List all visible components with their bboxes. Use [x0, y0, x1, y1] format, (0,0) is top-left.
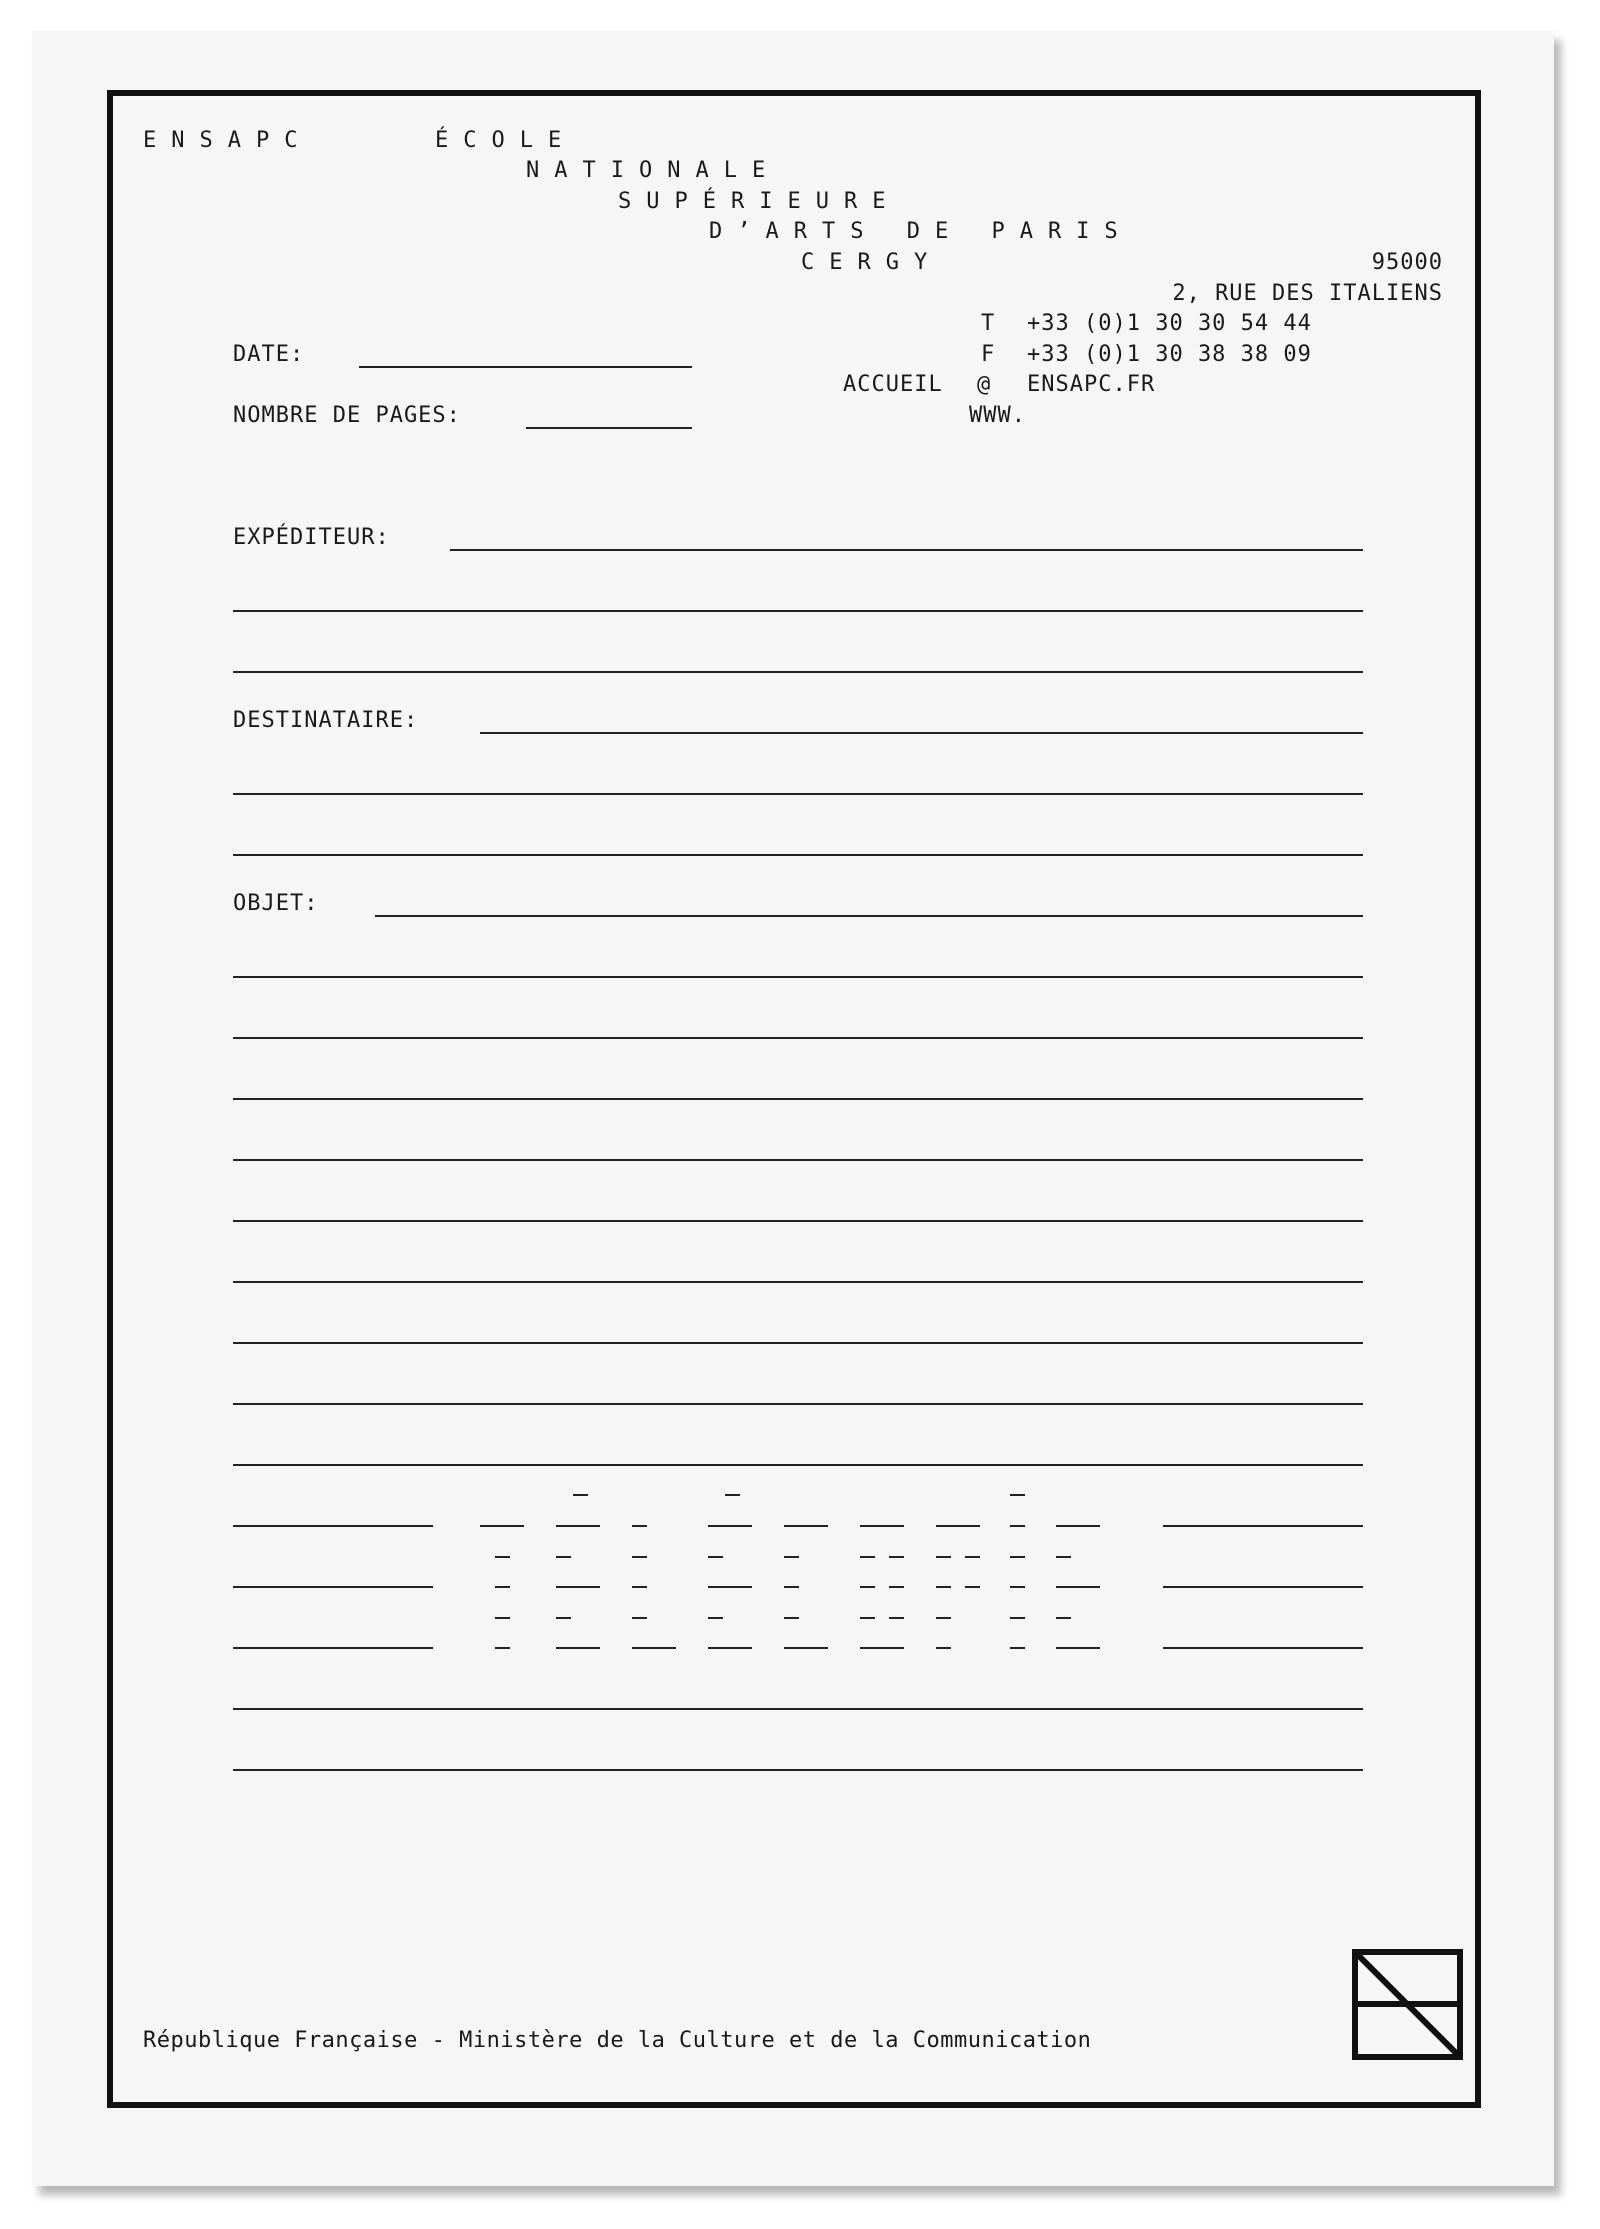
address-street: 2, RUE DES ITALIENS [1172, 281, 1443, 306]
date-label: DATE: [233, 342, 305, 367]
phone-number: +33 (0)1 30 30 54 44 [1027, 311, 1312, 336]
body-line-right-segment[interactable] [1163, 1586, 1363, 1588]
recipient-label: DESTINATAIRE: [233, 708, 419, 733]
footer-ministry-text: République Française - Ministère de la Culture et de la Communication [143, 2028, 1092, 2053]
fax-number: +33 (0)1 30 38 38 09 [1027, 342, 1312, 367]
school-name-line-4: D’ARTS DE PARIS [709, 219, 1133, 244]
date-field-line[interactable] [359, 366, 692, 368]
sender-line-1[interactable] [450, 549, 1363, 551]
body-line-left-segment[interactable] [233, 1525, 433, 1527]
body-line[interactable] [233, 1098, 1363, 1100]
subject-line-1[interactable] [375, 915, 1363, 917]
phone-label: T [981, 311, 996, 336]
school-name-line-1: ÉCOLE [435, 128, 577, 153]
body-line-left-segment[interactable] [233, 1586, 433, 1588]
sender-label: EXPÉDITEUR: [233, 525, 390, 550]
body-line[interactable] [233, 1464, 1363, 1466]
email-user: ACCUEIL [843, 372, 943, 397]
email-domain: ENSAPC.FR [1027, 372, 1156, 397]
body-line-left-segment[interactable] [233, 1647, 433, 1649]
body-line[interactable] [233, 976, 1363, 978]
fax-label: F [981, 342, 996, 367]
body-line[interactable] [233, 1281, 1363, 1283]
body-line[interactable] [233, 1220, 1363, 1222]
pages-field-line[interactable] [526, 427, 692, 429]
document-frame [107, 90, 1481, 2108]
address-postcode: 95000 [1371, 250, 1443, 275]
recipient-line-2[interactable] [233, 793, 1363, 795]
body-line[interactable] [233, 1159, 1363, 1161]
website: WWW. [969, 403, 1026, 428]
body-line[interactable] [233, 1769, 1363, 1771]
school-name-line-3: SUPÉRIEURE [618, 189, 901, 214]
body-line-right-segment[interactable] [1163, 1647, 1363, 1649]
letterhead-sheet [32, 31, 1554, 2186]
sender-line-3[interactable] [233, 671, 1363, 673]
body-line[interactable] [233, 1403, 1363, 1405]
school-acronym: ENSAPC [143, 128, 313, 153]
body-line-right-segment[interactable] [1163, 1525, 1363, 1527]
body-line[interactable] [233, 1037, 1363, 1039]
email-at: @ [977, 372, 992, 397]
recipient-line-3[interactable] [233, 854, 1363, 856]
recipient-line-1[interactable] [480, 732, 1363, 734]
sender-line-2[interactable] [233, 610, 1363, 612]
school-name-line-2: NATIONALE [526, 158, 781, 183]
school-name-line-5: CERGY [801, 250, 943, 275]
body-line[interactable] [233, 1342, 1363, 1344]
pages-label: NOMBRE DE PAGES: [233, 403, 461, 428]
subject-label: OBJET: [233, 891, 319, 916]
ensapc-logo-icon [1352, 1949, 1463, 2060]
body-line[interactable] [233, 1708, 1363, 1710]
